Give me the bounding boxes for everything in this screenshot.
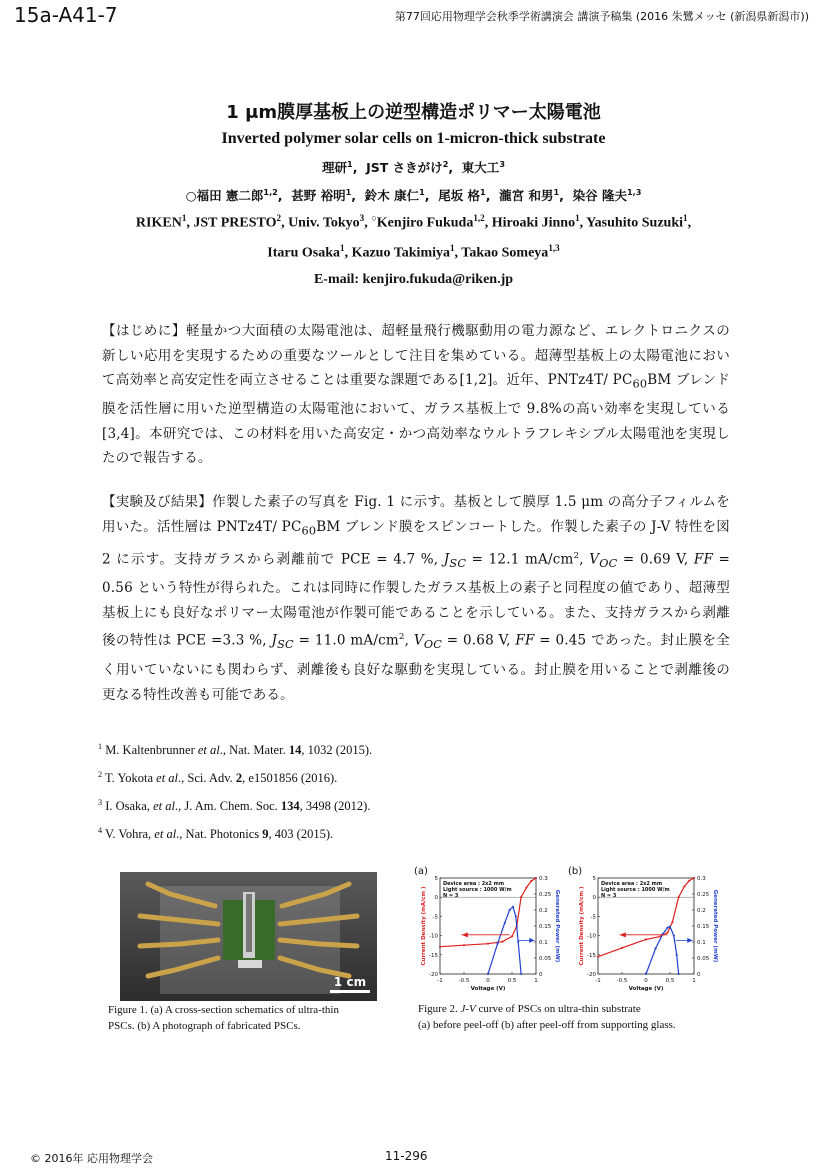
reference-2: $^2$ T. Yokota et al., Sci. Adv. 2, e1501856 (2016). (98, 770, 338, 786)
authors-english-line-2: Itaru Osaka$^1$, Kazuo Takimiya$^1$, Takao Someya$^{1,3}$ (267, 243, 560, 261)
y-axis-label: Current Density (mA/cm ) (579, 886, 585, 966)
power-curve (646, 927, 679, 974)
panel-label: (a) (414, 866, 428, 877)
x-tick-label: 1 (534, 978, 538, 984)
x-tick-label: 1 (692, 978, 696, 984)
section-heading: 【実験及び結果】 (102, 494, 213, 510)
x-tick-label: 0 (486, 978, 490, 984)
y2-tick-label: 0 (697, 972, 701, 978)
reference-3: $^3$ I. Osaka, et al., J. Am. Chem. Soc. 134, 3498 (2012). (98, 798, 371, 814)
affiliation: JST PRESTO (193, 215, 277, 231)
red-arrow-head (620, 932, 626, 937)
blue-arrow-head (687, 938, 692, 943)
x-tick-label: -0.5 (458, 978, 470, 984)
author-name: Takao Someya (461, 245, 549, 261)
author-name: 瀧宮 和男 (499, 188, 554, 203)
x-tick-label: 0 (644, 978, 648, 984)
y2-tick-label: 0.05 (539, 956, 552, 962)
panel-label: (b) (568, 866, 583, 877)
chart-annotation: N = 3 (601, 893, 617, 899)
chart-annotation: Light source : 1000 W/m (601, 887, 670, 893)
y-tick-label: -15 (587, 952, 596, 959)
author-name: Hiroaki Jinno (491, 215, 576, 231)
x-tick-label: 0.5 (507, 978, 517, 984)
y2-tick-label: 0.1 (539, 940, 548, 946)
y2-axis-label: Generated Power (mW) (554, 889, 560, 963)
y-tick-label: -5 (590, 914, 596, 921)
chart-annotation: Light source : 1000 W/m (443, 887, 512, 893)
chart-annotation: Device area : 2x2 mm (601, 881, 663, 887)
section-heading: 【はじめに】 (102, 323, 186, 339)
y2-tick-label: 0.15 (539, 924, 552, 930)
author-name: 尾坂 格 (438, 188, 481, 203)
y-tick-label: 0 (434, 895, 438, 902)
affiliation: 東大工 (461, 160, 500, 175)
y2-tick-label: 0.1 (697, 940, 706, 946)
y-tick-label: 0 (592, 895, 596, 902)
experiment-paragraph: 【実験及び結果】作製した素子の写真を Fig. 1 に示す。基板として膜厚 1.5 μm の高分子フィルムを用いた。活性層は PNTz4T/ $PC_{60}BM$ ブレンド膜をスピンコートした。作製した素子の J-V 特性を図 2 に示す。支持ガラスから剥離前で PCE = 4.7 %, $J_{SC} = 12.1$ $mA/cm^2$, $V_{OC} = 0.69$ V, FF = 0.56 という特性が得られた。これは同時に作製したガラス基板上の素子と同程度の値であり、超薄型基板上にも良好なポリマー太陽電池が作製可能であることを示している。また、支持ガラスから剥離後の特性は PCE =3.3 %, $J_{SC} = 11.0$ $mA/cm^2$, $V_{OC} = 0.68$ V, FF = 0.45 であった。封止膜を全く用いていないにも関わらず、剥離後も良好な駆動を実現している。封止膜を用いることで剥離後の更なる特性改善も可能である。 (102, 494, 731, 703)
x-tick-label: 0.5 (665, 978, 675, 984)
author-name: 染谷 隆夫 (572, 188, 627, 203)
figure-2-caption: Figure 2. J-V curve of PSCs on ultra-thin substrate (a) before peel-off (b) after peel-off from supporting glass. (418, 1003, 676, 1031)
author-name: Kazuo Takimiya (351, 245, 450, 261)
red-arrow-head (462, 932, 468, 937)
author-name: Kenjiro Fukuda (376, 215, 474, 231)
device-photo-drawing (120, 872, 377, 1001)
authors-english-line-1: RIKEN$^1$, JST PRESTO$^2$, Univ. Tokyo$^3$, ○Kenjiro Fukuda$^{1,2}$, Hiroaki Jinno$^1$, Yasuhito Suzuki$^1$, (135, 213, 692, 231)
copyright-footer: © 2016年 応用物理学会 (30, 1152, 153, 1165)
author-name: Yasuhito Suzuki (586, 215, 684, 231)
y2-tick-label: 0.3 (539, 876, 548, 882)
affiliation: 理研 (322, 160, 348, 175)
author-name: 鈴木 康仁 (364, 188, 420, 203)
page-number: 11-296 (385, 1149, 428, 1163)
y2-tick-label: 0.25 (539, 892, 552, 898)
conference-header: 第77回応用物理学会秋季学術講演会 講演予稿集 (2016 朱鷺メッセ (新潟県新潟市)) (394, 10, 809, 23)
y2-axis-label: Generated Power (mW) (712, 889, 718, 963)
affiliation: JST さきがけ (366, 160, 443, 175)
affiliation: Univ. Tokyo (288, 215, 360, 231)
y2-tick-label: 0.2 (539, 908, 548, 914)
y-tick-label: 5 (434, 876, 438, 882)
title-japanese: 1 μm膜厚基板上の逆型構造ポリマー太陽電池 (226, 102, 601, 123)
authors-japanese: ○福田 憲二郎$^{1,2}$, 甚野 裕明$^1$, 鈴木 康仁$^1$, 尾坂 格$^1$, 瀧宮 和男$^1$, 染谷 隆夫$^{1,3}$ (185, 186, 642, 203)
reference-4: $^4$ V. Vohra, et al., Nat. Photonics 9, 403 (2015). (98, 826, 334, 842)
y-tick-label: 5 (592, 876, 596, 882)
y-tick-label: -10 (587, 933, 596, 940)
y-tick-label: -20 (429, 972, 438, 978)
blue-arrow-head (529, 938, 534, 943)
chart-annotation: Device area : 2x2 mm (443, 881, 505, 887)
chart-annotation: N = 3 (443, 893, 459, 899)
author-name: 福田 憲二郎 (196, 188, 264, 203)
y2-tick-label: 0.25 (697, 892, 710, 898)
affiliations-japanese: 理研$^1$, JST さきがけ$^2$, 東大工$^3$ (322, 158, 505, 175)
y-tick-label: -15 (429, 952, 438, 959)
author-name: Itaru Osaka (267, 245, 341, 261)
y2-tick-label: 0.2 (697, 908, 706, 914)
figure-1-caption: Figure 1. (a) A cross-section schematics of ultra-thin PSCs. (b) A photograph of fabricated PSCs. (108, 1004, 339, 1032)
affiliation: RIKEN (135, 215, 182, 231)
y2-tick-label: 0.3 (697, 876, 706, 882)
x-axis-label: Voltage (V) (628, 986, 664, 992)
x-tick-label: -1 (595, 978, 601, 984)
introduction-paragraph: 【はじめに】軽量かつ大面積の太陽電池は、超軽量飛行機駆動用の電力源など、エレクトロニクスの新しい応用を実現するための重要なツールとして注目を集めている。超薄型基板上の太陽電池において高効率と高安定性を両立させることは重要な課題である[1,2]。近年、PNTz4T/ $PC_{60}BM$ ブレンド膜を活性層に用いた逆型構造の太陽電池において、ガラス基板上で 9.8%の高い効率を実現している[3,4]。本研究では、この材料を用いた高安定・かつ高効率なウルトラフレキシブル太陽電池を実現したので報告する。 (102, 323, 730, 467)
x-tick-label: -1 (437, 978, 443, 984)
scale-bar-label: 1 cm (333, 975, 367, 989)
x-tick-label: -0.5 (616, 978, 628, 984)
paper-id: 15a-A41-7 (14, 3, 118, 27)
reference-1: $^1$ M. Kaltenbrunner et al., Nat. Mater. 14, 1032 (2015). (98, 742, 373, 758)
y-tick-label: -10 (429, 933, 438, 940)
device-photograph (120, 872, 377, 1001)
author-name: 甚野 裕明 (291, 188, 346, 203)
jv-chart-panel-b (566, 862, 741, 998)
y2-tick-label: 0.15 (697, 924, 710, 930)
jv-chart-panel-a (412, 862, 577, 998)
y2-tick-label: 0 (539, 972, 543, 978)
y-axis-label: Current Density (mA/cm ) (421, 886, 427, 966)
x-axis-label: Voltage (V) (470, 986, 506, 992)
y2-tick-label: 0.05 (697, 956, 710, 962)
title-english: Inverted polymer solar cells on 1-micron-thick substrate (221, 130, 606, 147)
email: E-mail: kenjiro.fukuda@riken.jp (313, 272, 514, 287)
y-tick-label: -20 (587, 972, 596, 978)
y-tick-label: -5 (432, 914, 438, 921)
